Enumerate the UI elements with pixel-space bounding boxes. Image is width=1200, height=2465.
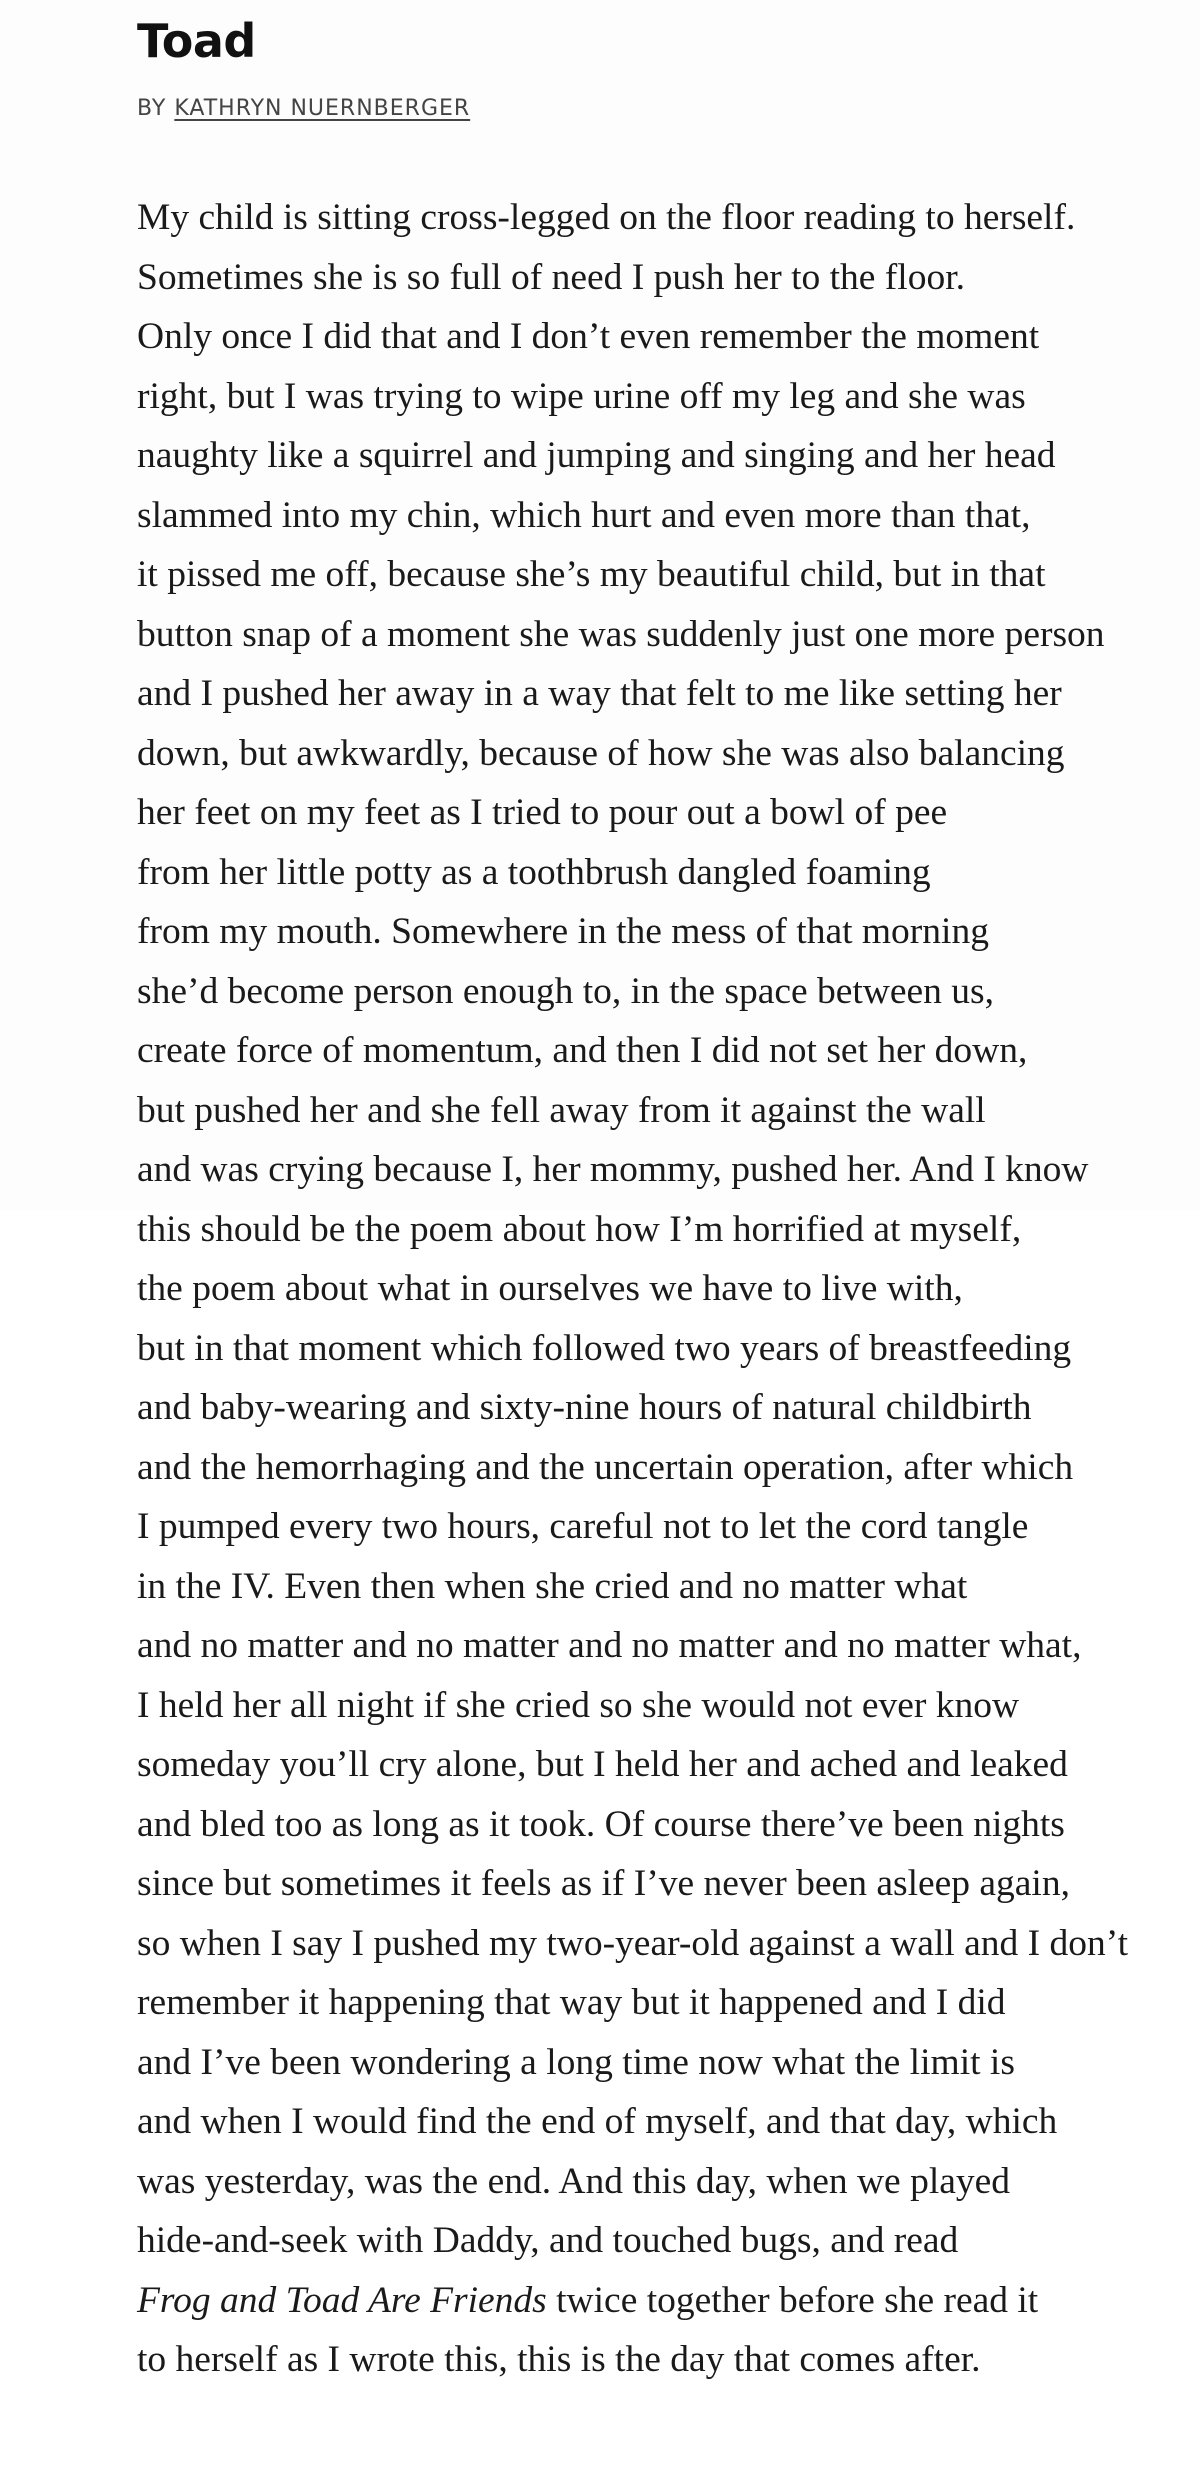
poem-line — [137, 2271, 1128, 2331]
poem-line: Only once I did that and I don’t even remember the moment — [137, 316, 1040, 357]
poem-line: I pumped every two hours, careful not to let the cord tangle — [137, 1506, 1029, 1547]
poem-line: but pushed her and she fell away from it against the wall — [137, 1089, 986, 1131]
poem-title: Toad — [137, 14, 256, 68]
poem-line: it pissed me off, because she’s my beautiful child, but in that — [137, 554, 1046, 595]
poem-line: Sometimes she is so full of need I push her to the floor. — [137, 256, 966, 298]
poem-line: naughty like a squirrel and jumping and singing and her head — [137, 435, 1056, 476]
poem-line: from her little potty as a toothbrush dangled foaming — [137, 851, 931, 893]
poem-line: her feet on my feet as I tried to pour out a bowl of pee — [137, 792, 948, 833]
poem-body — [137, 188, 1128, 2390]
line-continuation: twice together before she read it — [546, 2279, 1039, 2321]
poem-line: and bled too as long as it took. Of course there’ve been nights — [137, 1803, 1065, 1845]
poem-line: My child is sitting cross-legged on the floor reading to herself. — [137, 197, 1076, 238]
poem-line: and no matter and no matter and no matter and no matter what, — [137, 1625, 1082, 1666]
poem-line: slammed into my chin, which hurt and even more than that, — [137, 494, 1031, 536]
poem-line: but in that moment which followed two years of breastfeeding — [137, 1327, 1072, 1369]
poem-line: this should be the poem about how I’m horrified at myself, — [137, 1208, 1022, 1250]
poem-line: button snap of a moment she was suddenly just one more person — [137, 613, 1105, 655]
poem-line: and the hemorrhaging and the uncertain operation, after which — [137, 1446, 1074, 1488]
poem-line: and I pushed her away in a way that felt to me like setting her — [137, 673, 1062, 714]
poem-line: the poem about what in ourselves we have to live with, — [137, 1268, 963, 1309]
author-link[interactable]: KATHRYN NUERNBERGER — [174, 96, 471, 121]
book-title: Frog and Toad Are Friends — [137, 2279, 547, 2321]
poem-line: down, but awkwardly, because of how she was also balancing — [137, 732, 1065, 774]
poem-line: and was crying because I, her mommy, pushed her. And I know — [137, 1149, 1089, 1190]
poem-line: from my mouth. Somewhere in the mess of that morning — [137, 911, 989, 952]
poem-line: and I’ve been wondering a long time now what the limit is — [137, 2041, 1015, 2083]
byline-prefix: BY — [137, 96, 167, 121]
poem-line: since but sometimes it feels as if I’ve never been asleep again, — [137, 1863, 1070, 1904]
byline — [137, 96, 470, 121]
poem-line: in the IV. Even then when she cried and no matter what — [137, 1565, 968, 1607]
poem-line: was yesterday, was the end. And this day, when we played — [137, 2160, 1011, 2202]
poem-line: hide-and-seek with Daddy, and touched bugs, and read — [137, 2220, 959, 2261]
poem-line: I held her all night if she cried so she would not ever know — [137, 1684, 1020, 1726]
poem-last-line: to herself as I wrote this, this is the day that comes after. — [137, 2339, 981, 2380]
poem-line: someday you’ll cry alone, but I held her and ached and leaked — [137, 1744, 1068, 1785]
poem-line: so when I say I pushed my two-year-old against a wall and I don’t — [137, 1922, 1129, 1964]
poem-line: and baby-wearing and sixty-nine hours of natural childbirth — [137, 1387, 1032, 1428]
poem-line: and when I would find the end of myself, and that day, which — [137, 2101, 1058, 2142]
poem-line: create force of momentum, and then I did not set her down, — [137, 1030, 1028, 1071]
poem-line: right, but I was trying to wipe urine off my leg and she was — [137, 375, 1026, 417]
poem-line: she’d become person enough to, in the space between us, — [137, 970, 995, 1012]
poem-line: remember it happening that way but it happened and I did — [137, 1982, 1006, 2023]
